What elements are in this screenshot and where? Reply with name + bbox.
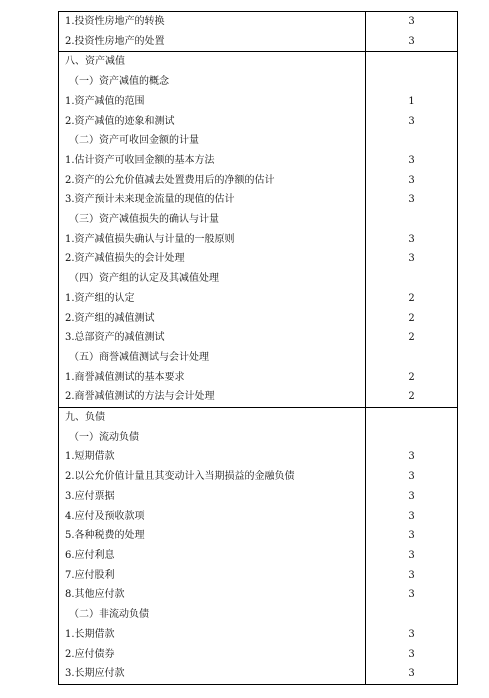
level-value: 1 — [366, 92, 458, 112]
section-heading-row — [59, 408, 458, 428]
topic-text: 1.资产组的认定 — [59, 289, 366, 309]
topic-text: 九、负债 — [59, 408, 366, 428]
level-value — [366, 408, 458, 428]
table-row — [59, 309, 458, 329]
subsection-heading-row — [59, 269, 458, 289]
table-row — [59, 32, 458, 52]
syllabus-table — [58, 11, 456, 685]
topic-text: 1.投资性房地产的转换 — [59, 12, 366, 32]
table-row — [59, 566, 458, 586]
table-row — [59, 526, 458, 546]
level-value: 3 — [366, 249, 458, 269]
level-value: 3 — [366, 625, 458, 645]
level-value — [366, 605, 458, 625]
subsection-heading-row — [59, 131, 458, 151]
topic-text: 1.长期借款 — [59, 625, 366, 645]
section-heading-row — [59, 52, 458, 72]
table-row — [59, 249, 458, 269]
topic-text: 2.资产组的减值测试 — [59, 309, 366, 329]
table-row — [59, 467, 458, 487]
level-value: 3 — [366, 32, 458, 52]
table-row — [59, 112, 458, 132]
topic-text: （一）流动负债 — [59, 428, 366, 448]
table-row — [59, 12, 458, 32]
topic-text: 5.各种税费的处理 — [59, 526, 366, 546]
topic-text: 1.短期借款 — [59, 447, 366, 467]
topic-text: 3.应付票据 — [59, 487, 366, 507]
topic-text: （五）商誉减值测试与会计处理 — [59, 348, 366, 368]
topic-text: 2.商誉减值测试的方法与会计处理 — [59, 387, 366, 407]
level-value — [366, 210, 458, 230]
level-value: 3 — [366, 507, 458, 527]
level-value: 3 — [366, 526, 458, 546]
table-row — [59, 230, 458, 250]
level-value: 3 — [366, 171, 458, 191]
level-value — [366, 428, 458, 448]
level-value: 2 — [366, 309, 458, 329]
topic-text: （一）资产减值的概念 — [59, 72, 366, 92]
topic-text: 8.其他应付款 — [59, 585, 366, 605]
level-value: 3 — [366, 12, 458, 32]
table-row — [59, 151, 458, 171]
topic-text: 3.资产预计未来现金流量的现值的估计 — [59, 190, 366, 210]
subsection-heading-row — [59, 428, 458, 448]
level-value: 2 — [366, 289, 458, 309]
table-row — [59, 368, 458, 388]
topic-text: 3.总部资产的减值测试 — [59, 328, 366, 348]
level-value: 3 — [366, 645, 458, 665]
topic-text: 1.资产减值的范围 — [59, 92, 366, 112]
level-value — [366, 348, 458, 368]
level-value: 3 — [366, 467, 458, 487]
table-row — [59, 387, 458, 407]
syllabus-rows — [59, 12, 458, 685]
table-row — [59, 645, 458, 665]
table-row — [59, 289, 458, 309]
table-row — [59, 92, 458, 112]
subsection-heading-row — [59, 348, 458, 368]
level-value — [366, 72, 458, 92]
table-row — [59, 487, 458, 507]
level-value: 3 — [366, 190, 458, 210]
subsection-heading-row — [59, 605, 458, 625]
table-row — [59, 447, 458, 467]
topic-text: 6.应付利息 — [59, 546, 366, 566]
level-value — [366, 269, 458, 289]
subsection-heading-row — [59, 210, 458, 230]
topic-text: 2.资产减值的迹象和测试 — [59, 112, 366, 132]
table-row — [59, 546, 458, 566]
topic-text: 4.应付及预收款项 — [59, 507, 366, 527]
table-row — [59, 625, 458, 645]
topic-text: 八、资产减值 — [59, 52, 366, 72]
topic-text: 2.资产减值损失的会计处理 — [59, 249, 366, 269]
level-value — [366, 52, 458, 72]
level-value: 3 — [366, 151, 458, 171]
topic-text: （二）非流动负债 — [59, 605, 366, 625]
topic-text: （三）资产减值损失的确认与计量 — [59, 210, 366, 230]
table-row — [59, 328, 458, 348]
topic-text: （四）资产组的认定及其减值处理 — [59, 269, 366, 289]
table-row — [59, 507, 458, 527]
level-value: 3 — [366, 664, 458, 684]
topic-text: 1.估计资产可收回金额的基本方法 — [59, 151, 366, 171]
level-value: 2 — [366, 328, 458, 348]
table-row — [59, 585, 458, 605]
level-value: 2 — [366, 368, 458, 388]
level-value: 3 — [366, 546, 458, 566]
topic-text: 2.资产的公允价值减去处置费用后的净额的估计 — [59, 171, 366, 191]
topic-text: （二）资产可收回金额的计量 — [59, 131, 366, 151]
topic-text: 3.长期应付款 — [59, 664, 366, 684]
topic-text: 1.商誉减值测试的基本要求 — [59, 368, 366, 388]
table-row — [59, 190, 458, 210]
level-value: 3 — [366, 487, 458, 507]
topic-text: 2.投资性房地产的处置 — [59, 32, 366, 52]
table-row — [59, 171, 458, 191]
level-value: 3 — [366, 447, 458, 467]
topic-text: 7.应付股利 — [59, 566, 366, 586]
level-value: 3 — [366, 585, 458, 605]
topic-text: 1.资产减值损失确认与计量的一般原则 — [59, 230, 366, 250]
topic-text: 2.应付债券 — [59, 645, 366, 665]
level-value: 3 — [366, 112, 458, 132]
table-row — [59, 664, 458, 684]
level-value: 3 — [366, 230, 458, 250]
subsection-heading-row — [59, 72, 458, 92]
topic-text: 2.以公允价值计量且其变动计入当期损益的金融负债 — [59, 467, 366, 487]
level-value — [366, 131, 458, 151]
level-value: 3 — [366, 566, 458, 586]
level-value: 2 — [366, 387, 458, 407]
